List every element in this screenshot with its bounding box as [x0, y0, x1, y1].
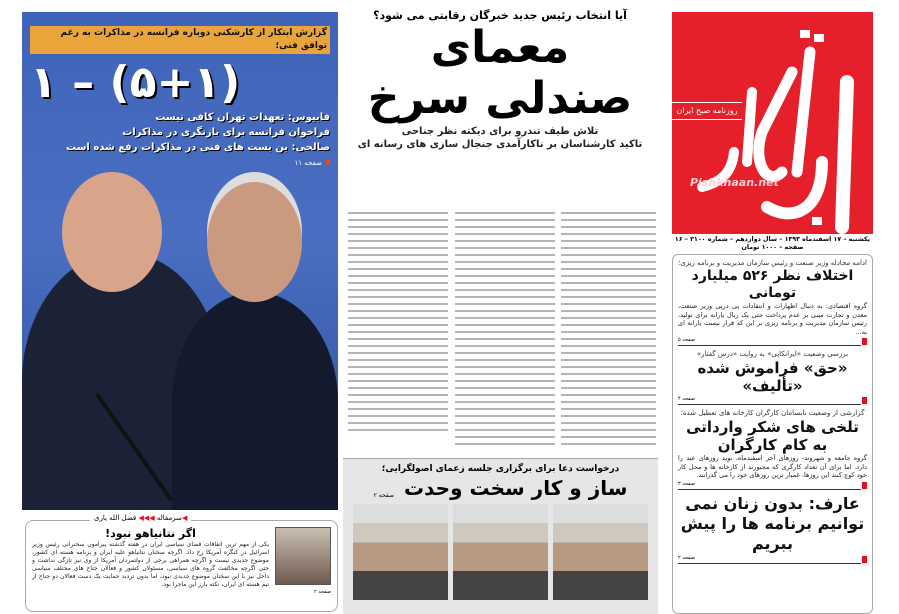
- main-headline-line2[interactable]: صندلی سرخ: [367, 73, 633, 124]
- news-2-title[interactable]: «حق» فراموش شده «تألیف»: [697, 359, 848, 395]
- logo-stroke-kaf: [759, 72, 792, 176]
- masthead: [672, 12, 873, 234]
- editorial-box: [25, 520, 338, 612]
- photo-person-left-head: [62, 172, 162, 292]
- editorial-author: فضل الله یاری: [94, 514, 137, 522]
- right-news-box: [672, 254, 873, 614]
- news-1-kicker: ادامه مجادله وزیر صنعت و رئیس سازمان مدیریت و برنامه ریزی؛: [678, 259, 867, 267]
- logo-stroke-alef2: [747, 92, 752, 162]
- logo-dot-2: [814, 34, 824, 42]
- lead-title: ۱ – (۵+۱): [30, 57, 241, 108]
- lead-photo-panel: [22, 12, 338, 510]
- cleric-photo-3: [553, 504, 648, 600]
- news-4-page-ref[interactable]: [678, 555, 861, 564]
- logo-stroke-te: [797, 52, 810, 172]
- center-sub-1: تلاش طیف تندرو برای دیکته نظر جناحی: [401, 126, 599, 137]
- body-column-1: [561, 212, 656, 448]
- arrow-icon: [862, 482, 867, 489]
- center-headline-block: [345, 8, 655, 151]
- lead-kicker: گزارش ابتکار از کارشکنی دوباره فرانسه در مذاکرات به رغم توافق فنی؛: [30, 26, 330, 54]
- arrow-icon: [862, 397, 867, 404]
- news-2-page-ref[interactable]: [678, 396, 861, 405]
- body-column-2: [455, 212, 555, 448]
- author-photo: [275, 527, 331, 585]
- page-ref-label: صفحه ۳: [678, 480, 695, 487]
- center-kicker: آیا انتخاب رئیس جدید خبرگان رقابتی می شود؟: [373, 9, 627, 22]
- cleric-photo-1: [353, 504, 448, 600]
- body-column-3: [348, 212, 448, 432]
- main-headline-line1[interactable]: معمای: [430, 22, 570, 73]
- editorial-section: سرمقاله: [156, 514, 182, 522]
- center-sub-2: تاکید کارشناسان بر ناکارآمدی جنجال سازی های رسانه ای: [357, 139, 643, 150]
- news-3-kicker: گزارشی از وضعیت نابسامان کارگران کارخانه های تعطیل شده؛: [680, 409, 865, 417]
- news-3-page-ref[interactable]: [678, 481, 861, 490]
- news-1-title[interactable]: اختلاف نظر ۵۲۶ میلیارد تومانی: [691, 268, 854, 301]
- lead-text-block: [30, 26, 330, 168]
- news-3-title[interactable]: تلخی های شکر وارداتی به کام کارگران: [686, 418, 859, 454]
- bottom-title[interactable]: ساز و کار سخت وحدت: [404, 476, 628, 500]
- lead-sub-1: فابیوس: تعهدات تهران کافی نیست: [155, 112, 330, 123]
- logo-dot-3: [812, 217, 822, 225]
- editorial-title[interactable]: اگر نتانیاهو نبود!: [105, 527, 196, 540]
- page-ref-label: صفحه ۲: [678, 554, 695, 561]
- page-ref-label: صفحه ۱۱: [294, 159, 322, 167]
- cleric-photo-2: [453, 504, 548, 600]
- editorial-header: [90, 514, 191, 523]
- newspaper-logo: [672, 12, 873, 234]
- logo-dot-1: [800, 30, 810, 38]
- news-1-text: گروه اقتصادی: به دنبال اظهارات و انتقادات پی درپی وزیر صنعت، معدن و تجارت مبنی بر عدم پرداخت حتی یک ریال یارانه برای تولید، رئیس سازمان مدیریت و برنامه ریزی بر این که قرار نیست یارانه ای به...: [678, 302, 867, 336]
- lead-sub-3: صالحی: بن بست های فنی در مذاکرات رفع شده است: [66, 142, 330, 153]
- date-line: یکشنبه – ۱۷ اسفندماه ۱۳۹۳ – سال دوازدهم – شماره ۳۱۰۰ – ۱۶ صفحه – ۱۰۰۰ تومان: [674, 236, 871, 251]
- arrow-icon: [862, 556, 867, 563]
- lead-sub-2: فراخوان فرانسه برای بازنگری در مذاکرات: [122, 127, 330, 138]
- arrow-icon: ◀: [181, 514, 188, 522]
- arrows-icon: ◀◀◀: [138, 514, 155, 522]
- watermark: Pishkhaan.net: [690, 176, 779, 189]
- lead-page-ref[interactable]: [294, 158, 330, 168]
- bottom-page-ref[interactable]: صفحه ۲: [373, 492, 394, 499]
- news-4-title[interactable]: عارف: بدون زنان نمی توانیم برنامه ها را پیش ببریم: [680, 493, 865, 553]
- cleric-photos: [353, 504, 648, 600]
- arrow-icon: [325, 159, 330, 165]
- masthead-tagline: روزنامه صبح ایران: [672, 102, 742, 120]
- news-3-text: گروه جامعه و شهروند- روزهای آخر اسفندماه، نوید روزهای عید را دارد. اما برای آن تعداد کارگری که مجبورند از کارخانه ها و محل کار خود کوچ کنند این روزها، غمبار ترین روزهای خود را می گذرانند.: [678, 454, 867, 479]
- logo-stroke-alef: [842, 82, 847, 227]
- photo-person-right: [172, 292, 338, 510]
- page-ref-label: صفحه ۵: [678, 337, 695, 343]
- bottom-center-box: [343, 458, 658, 614]
- bottom-title-row: [351, 475, 650, 501]
- page-ref-label: صفحه ۴: [678, 396, 695, 402]
- editorial-text: یکی از مهم ترین اتفاقات فضای سیاسی ایران در هفته گذشته پیرامون سخنرانی رئیس وزیر اسرائیل در کنگره آمریکا رخ داد. اگرچه سخنان نتانیاهو علیه ایران و برنامه هسته ای کشور، موضوع جدیدی نیست و اگرچه همراهی برخی از دولتمردان آمریکا از وی نیز تازگی نداشت و حتی اگرچه مخالفت گروه های سیاسی، مسئولان کشور و فعالان جناح های مختلف سیاسی داخل نیز با این سخنان موضوع جدیدی نبود، اما بدون تردید حمایت یک دست فعالان دو جناح از تیم هسته ای ایران، نکته بارز این ماجرا بود.: [32, 541, 269, 588]
- news-1-page-ref[interactable]: [678, 337, 861, 346]
- bottom-kicker: درخواست دعا برای برگزاری جلسه زعمای اصولگرایی؛: [381, 464, 620, 474]
- editorial-page-ref[interactable]: صفحه ۲: [314, 589, 331, 595]
- news-2-kicker: بررسی وضعیت «ایرانکاپی» به روایت «درس گفتار»: [696, 350, 849, 358]
- arrow-icon: [862, 338, 867, 345]
- photo-person-right-head: [207, 182, 302, 302]
